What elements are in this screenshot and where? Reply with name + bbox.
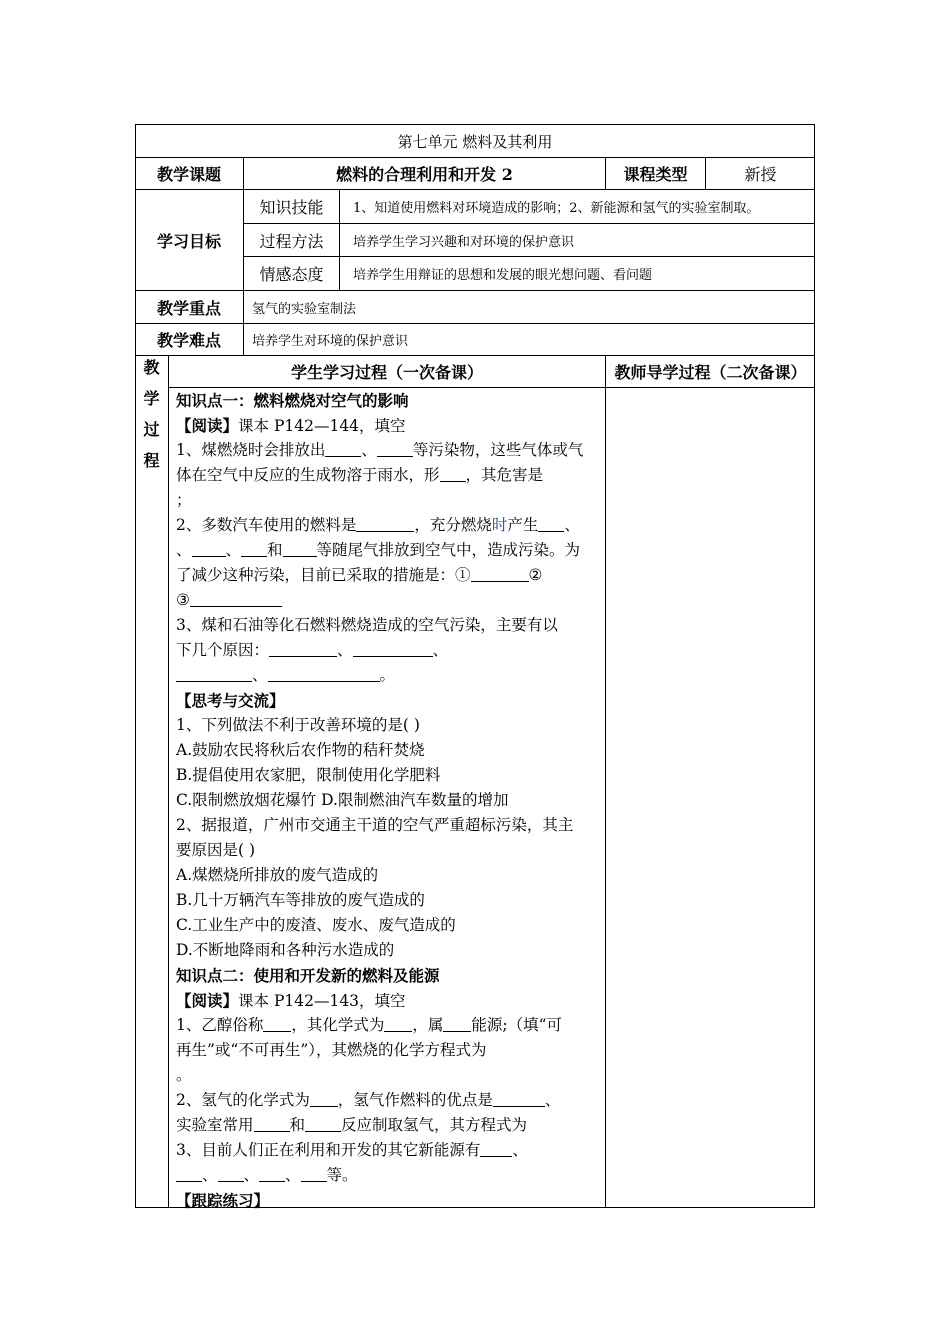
text: 2、多数汽车使用的燃料是 (176, 516, 357, 534)
difficulty-label: 教学难点 (156, 331, 221, 350)
fill-blank[interactable] (538, 515, 564, 532)
fill-blank[interactable] (493, 1090, 545, 1107)
focus-text: 氢气的实验室制法 (252, 301, 357, 317)
text: 、 (202, 1166, 218, 1184)
option-line: B.几十万辆汽车等排放的废气造成的 (176, 891, 425, 909)
text: 、 (512, 1141, 528, 1159)
teacher-process-area[interactable] (606, 388, 815, 1208)
objectives-label: 学习目标 (156, 231, 221, 251)
objective-name: 过程方法 (259, 231, 324, 251)
question-line (176, 563, 602, 588)
fill-blank[interactable] (471, 565, 529, 582)
text: 1、乙醇俗称 (176, 1016, 264, 1034)
fill-blank[interactable] (356, 515, 414, 532)
question-line (176, 1163, 602, 1188)
text: ，属 (412, 1016, 444, 1034)
option-line: C.工业生产中的废渣、废水、废气造成的 (176, 916, 456, 934)
question-line (176, 588, 602, 613)
fill-blank[interactable] (353, 640, 433, 657)
question-line (176, 463, 602, 488)
fill-blank[interactable] (377, 440, 413, 457)
objective-name: 知识技能 (259, 198, 324, 217)
fill-blank[interactable] (305, 1115, 341, 1132)
text: 、 (285, 1166, 301, 1184)
course-type-value: 新授 (744, 165, 777, 184)
student-content (176, 388, 602, 1213)
text: 了减少这种污染，目前已采取的措施是：① (176, 566, 471, 584)
side-char: 教 (143, 358, 160, 377)
text: 、 (252, 666, 268, 684)
practice-title: 【跟踪练习】 (176, 1191, 270, 1210)
text: 、 (176, 541, 192, 559)
text: 、 (225, 541, 242, 559)
fill-blank[interactable] (176, 665, 252, 682)
fill-blank[interactable] (263, 1015, 291, 1032)
fill-blank[interactable] (269, 640, 337, 657)
text: 体在空气中反应的生成物溶于雨水，形 (176, 466, 440, 484)
text: ② (528, 566, 543, 584)
text: 和 (267, 541, 283, 559)
fill-blank[interactable] (190, 590, 282, 607)
read-text: 课本 P142—143，填空 (238, 992, 406, 1010)
option-line: D.不断地降雨和各种污水造成的 (176, 941, 395, 959)
question-line (176, 663, 602, 688)
objective-text: 培养学生用辩证的思想和发展的眼光想问题、看问题 (353, 268, 653, 283)
fill-blank[interactable] (301, 1165, 327, 1182)
question-line (176, 438, 602, 463)
question-line (176, 513, 602, 538)
question-line (176, 1113, 602, 1138)
question-line (176, 1138, 602, 1163)
focus-label: 教学重点 (156, 298, 221, 318)
objective-text: 培养学生学习兴趣和对环境的保护意识 (353, 234, 575, 250)
side-char: 学 (143, 389, 160, 408)
fill-blank[interactable] (480, 1140, 512, 1157)
fill-blank[interactable] (254, 1115, 290, 1132)
student-process-header: 学生学习过程（一次备课） (290, 363, 483, 382)
course-type-label: 课程类型 (623, 165, 688, 184)
text: 、 (432, 641, 449, 659)
text: 3、目前人们正在利用和开发的其它新能源有 (176, 1141, 481, 1159)
question-line: 2、据报道，广州市交通主干道的空气严重超标污染，其主 (176, 816, 574, 834)
text: ，其化学式为 (291, 1016, 385, 1034)
col-divider (339, 189, 340, 290)
question-line: 1、下列做法不利于改善环境的是( ) (176, 716, 420, 734)
text: 。 (379, 666, 396, 684)
knowledge-point-2-title: 知识点二：使用和开发新的燃料及能源 (176, 966, 440, 985)
text: 等随尾气排放到空气中，造成污染。为 (316, 541, 581, 559)
objective-text: 1、知道使用燃料对环境造成的影响；2、新能源和氢气的实验室制取。 (353, 201, 760, 216)
read-tag: 【阅读】 (176, 991, 239, 1010)
question-line (176, 538, 602, 563)
read-tag: 【阅读】 (176, 416, 239, 435)
text: 等。 (326, 1166, 358, 1184)
text: 、 (544, 1091, 561, 1109)
fill-blank[interactable] (176, 1165, 202, 1182)
text: 、 (361, 441, 377, 459)
text: ，充分燃烧 (414, 516, 492, 534)
text: 等污染物，这些气体或气 (412, 441, 584, 459)
lesson-title: 燃料的合理利用和开发 2 (336, 165, 513, 184)
text: 产生 (507, 516, 539, 534)
question-line: 3、煤和石油等化石燃料燃烧造成的空气污染，主要有以 (176, 616, 558, 634)
option-line: B.提倡使用农家肥，限制使用化学肥料 (176, 766, 441, 784)
process-side-label (135, 356, 168, 480)
text: 能源;（填“可 (471, 1016, 563, 1034)
difficulty-text: 培养学生对环境的保护意识 (252, 334, 409, 349)
text: 时 (491, 516, 508, 534)
text: 、 (337, 641, 353, 659)
objective-name: 情感态度 (259, 265, 324, 284)
read-line (176, 413, 602, 438)
option-line: C.限制燃放烟花爆竹 D.限制燃油汽车数量的增加 (176, 791, 509, 809)
text: 反应制取氢气，其方程式为 (341, 1116, 528, 1134)
fill-blank[interactable] (440, 465, 466, 482)
read-text: 课本 P142—144，填空 (238, 417, 406, 435)
knowledge-point-1-title: 知识点一：燃料燃烧对空气的影响 (176, 391, 409, 410)
question-line (176, 638, 602, 663)
lesson-label: 教学课题 (156, 165, 221, 184)
question-line: ； (176, 491, 192, 509)
fill-blank[interactable] (192, 540, 226, 557)
col-divider (168, 355, 169, 1208)
text: 和 (289, 1116, 306, 1134)
question-line: 要原因是( ) (176, 841, 256, 859)
think-title: 【思考与交流】 (176, 691, 285, 710)
text: 实验室常用 (176, 1116, 254, 1134)
text: ，氢气作燃料的优点是 (337, 1091, 493, 1109)
fill-blank[interactable] (325, 440, 361, 457)
fill-blank[interactable] (218, 1165, 244, 1182)
option-line: A.鼓励农民将秋后农作物的秸秆焚烧 (176, 741, 425, 759)
fill-blank[interactable] (241, 540, 267, 557)
text: 、 (243, 1166, 260, 1184)
unit-title: 第七单元 燃料及其利用 (397, 132, 553, 151)
question-line: 。 (176, 1066, 192, 1084)
fill-blank[interactable] (283, 540, 317, 557)
fill-blank[interactable] (268, 665, 380, 682)
text: 、 (564, 516, 580, 534)
option-line: A.煤燃烧所排放的废气造成的 (176, 866, 379, 884)
fill-blank[interactable] (310, 1090, 338, 1107)
fill-blank[interactable] (384, 1015, 412, 1032)
side-char: 过 (143, 420, 160, 439)
fill-blank[interactable] (259, 1165, 285, 1182)
text: ③ (176, 591, 190, 609)
text: 1、煤燃烧时会排放出 (176, 441, 326, 459)
side-char: 程 (143, 451, 160, 470)
text: ，其危害是 (465, 466, 544, 484)
fill-blank[interactable] (443, 1015, 471, 1032)
text: 下几个原因： (176, 641, 270, 659)
question-line (176, 1088, 602, 1113)
question-line (176, 1013, 602, 1038)
teacher-process-header: 教师导学过程（二次备课） (614, 363, 807, 382)
text: 2、氢气的化学式为 (176, 1091, 310, 1109)
read-line (176, 988, 602, 1013)
question-line: 再生”或“不可再生”），其燃烧的化学方程式为 (176, 1041, 487, 1059)
